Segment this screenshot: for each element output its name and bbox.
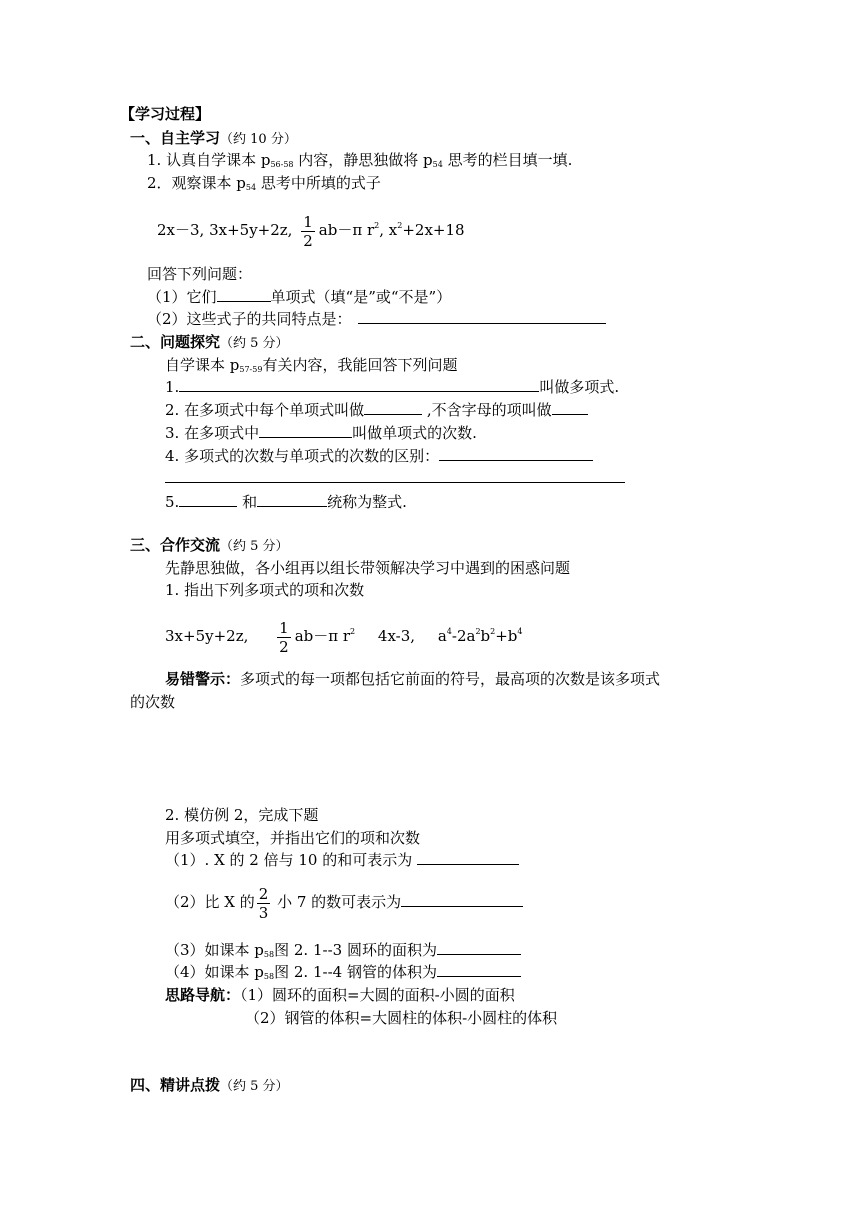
s3-e4 (438, 627, 523, 645)
s3-e4d: +b (495, 627, 518, 645)
s2-i2-blank-1[interactable] (364, 400, 422, 415)
s3-f2-den: 3 (258, 903, 269, 922)
s1-q1b: 单项式（填“是”或“不是”） (270, 288, 452, 306)
page-header: 【学习过程】 (120, 105, 211, 123)
s2-i2a: 2. 在多项式中每个单项式叫做 (165, 401, 365, 419)
s2-i5a: 5. (165, 493, 180, 511)
s2-i4: 4. 多项式的次数与单项式的次数的区别： (165, 447, 440, 465)
s3-frac-num: 1 (279, 618, 289, 637)
s2-i4-blank-cont[interactable] (165, 482, 625, 483)
s3-warning (165, 669, 660, 689)
section-2-heading (130, 332, 289, 354)
s3-e4c: b (480, 627, 491, 645)
s2-i3b: 叫做单项式的次数. (352, 424, 477, 442)
s3-f2-num: 2 (258, 884, 269, 903)
s3-fraction (277, 619, 291, 656)
s3-f3sub: 58 (263, 950, 275, 959)
s3-fill-1 (165, 850, 519, 870)
s3-e4s3: 2 (490, 627, 496, 636)
s1-expr-sup1: 2 (374, 221, 380, 230)
s2-item-5 (165, 492, 407, 512)
s1-l2sub: 54 (245, 183, 257, 192)
s3-warning-label: 易错警示： (165, 670, 241, 688)
s3-intro: 先静思独做，各小组再以组长带领解决学习中遇到的困惑问题 (165, 559, 571, 577)
s3-problem-1: 1. 指出下列多项式的项和次数 (165, 581, 365, 599)
s2-intro-sub: 57-59 (239, 365, 263, 374)
s3-f3-blank[interactable] (437, 940, 521, 955)
s1-expression (157, 206, 465, 250)
s1-expr-d: +2x+18 (402, 221, 465, 239)
s3-f4sub: 58 (263, 972, 275, 981)
s2-i5-blank-2[interactable] (257, 492, 327, 507)
s1-l1sub2: 54 (432, 160, 443, 169)
s1-expr-a: 2x－3, 3x+5y+2z, (157, 221, 293, 239)
s1-fraction (301, 213, 315, 250)
s1-question-2 (147, 309, 606, 329)
s1-expr-sup2: 2 (397, 221, 403, 230)
section-4-note: （约 5 分） (220, 1079, 289, 1094)
s3-problem-2: 2. 模仿例 2，完成下题 (165, 806, 319, 824)
s2-i5-blank-1[interactable] (179, 492, 237, 507)
s1-question-1 (147, 287, 451, 307)
s1-frac-num: 1 (303, 212, 313, 231)
s3-e4s4: 4 (517, 627, 523, 636)
s3-frac-den: 2 (279, 637, 289, 656)
s2-i4-blank[interactable] (439, 446, 593, 461)
s3-f4-blank[interactable] (437, 962, 521, 977)
s3-hint-2: （2）钢管的体积=大圆柱的体积-小圆柱的体积 (245, 1009, 558, 1027)
s3-f4b: 图 2. 1--4 钢管的体积为 (274, 963, 437, 981)
s2-i1a: 1. (165, 378, 180, 396)
s3-f3a: （3）如课本 p (165, 941, 264, 959)
s1-line-1 (147, 150, 572, 175)
s2-item-3 (165, 423, 477, 443)
s1-expr-c: , x (379, 221, 398, 239)
s3-f2-blank[interactable] (401, 892, 523, 907)
s1-q1-blank[interactable] (217, 287, 271, 302)
s2-i1b: 叫做多项式. (539, 378, 620, 396)
s3-e4b: -2a (451, 627, 476, 645)
s3-f2a: （2）比 X 的 (165, 893, 255, 911)
s3-f4a: （4）如课本 p (165, 963, 264, 981)
s3-problem-2-sub: 用多项式填空，并指出它们的项和次数 (165, 829, 421, 847)
s2-i5b: 和 (237, 493, 258, 511)
s3-hint-label: 思路导航： (165, 986, 241, 1004)
s1-q2: （2）这些式子的共同特点是： (147, 310, 352, 328)
s2-intro-a: 自学课本 p (165, 356, 240, 374)
s3-e4a: a (437, 627, 447, 645)
s1-l1a: 1. 认真自学课本 p (147, 151, 271, 169)
s3-fill-4 (165, 962, 521, 987)
section-1-title: 一、自主学习 (130, 129, 221, 147)
section-1-heading (130, 128, 297, 150)
section-2-title: 二、问题探究 (130, 333, 221, 351)
s3-e4s2: 2 (475, 627, 481, 636)
s1-q2-blank[interactable] (358, 309, 606, 324)
s2-i2-blank-2[interactable] (552, 400, 588, 415)
s3-expressions (165, 612, 523, 656)
section-3-heading (130, 535, 289, 557)
s3-hint-1: （1）圆环的面积=大圆的面积-小圆的面积 (240, 986, 515, 1004)
s3-e4s1: 4 (446, 627, 452, 636)
s2-item-2 (165, 400, 588, 420)
s3-f1-blank[interactable] (417, 850, 519, 865)
s1-answer: 回答下列问题： (147, 265, 253, 283)
s2-intro-b: 有关内容，我能回答下列问题 (262, 356, 458, 374)
s1-frac-den: 2 (303, 231, 313, 250)
s1-q1a: （1）它们 (147, 288, 217, 306)
s3-f3b: 图 2. 1--3 圆环的面积为 (274, 941, 437, 959)
section-3-note: （约 5 分） (220, 539, 289, 554)
s3-fill-2 (165, 882, 523, 922)
section-4-heading (130, 1075, 289, 1097)
s1-line-2 (147, 173, 381, 198)
s2-i2b: ,不含字母的项叫做 (422, 401, 552, 419)
s2-i3-blank[interactable] (259, 423, 352, 438)
s2-i3a: 3. 在多项式中 (165, 424, 260, 442)
section-3-title: 三、合作交流 (130, 536, 221, 554)
section-1-note: （约 10 分） (220, 132, 297, 147)
section-2-note: （约 5 分） (220, 336, 289, 351)
s1-l2b: 思考中所填的式子 (256, 174, 381, 192)
s3-f2b: 小 7 的数可表示为 (272, 893, 402, 911)
s1-l1b: 内容，静思独做将 p (293, 151, 433, 169)
s1-l1sub1: 56-58 (270, 160, 294, 169)
s2-i5c: 统称为整式. (327, 493, 407, 511)
s3-e2-sup: 2 (350, 627, 356, 636)
s3-f1: （1）. X 的 2 倍与 10 的和可表示为 (165, 851, 417, 869)
s2-item-1 (165, 377, 619, 397)
s1-l2a: 2．观察课本 p (147, 174, 246, 192)
s1-expr-b: ab－π r (318, 221, 375, 239)
s2-item-4 (165, 446, 593, 466)
s3-e2: ab－π r (294, 627, 351, 645)
s1-l1c: 思考的栏目填一填. (442, 151, 573, 169)
s3-warning-text: 多项式的每一项都包括它前面的符号，最高项的次数是该多项式 (240, 670, 661, 688)
s3-warning-cont: 的次数 (130, 693, 176, 711)
s3-f2-fraction (257, 885, 271, 922)
section-4-title: 四、精讲点拨 (130, 1076, 221, 1094)
s3-e3: 4x-3, (377, 627, 416, 645)
s3-e1: 3x+5y+2z, (165, 627, 249, 645)
s2-i1-blank[interactable] (179, 377, 539, 392)
s3-hint (165, 985, 515, 1005)
